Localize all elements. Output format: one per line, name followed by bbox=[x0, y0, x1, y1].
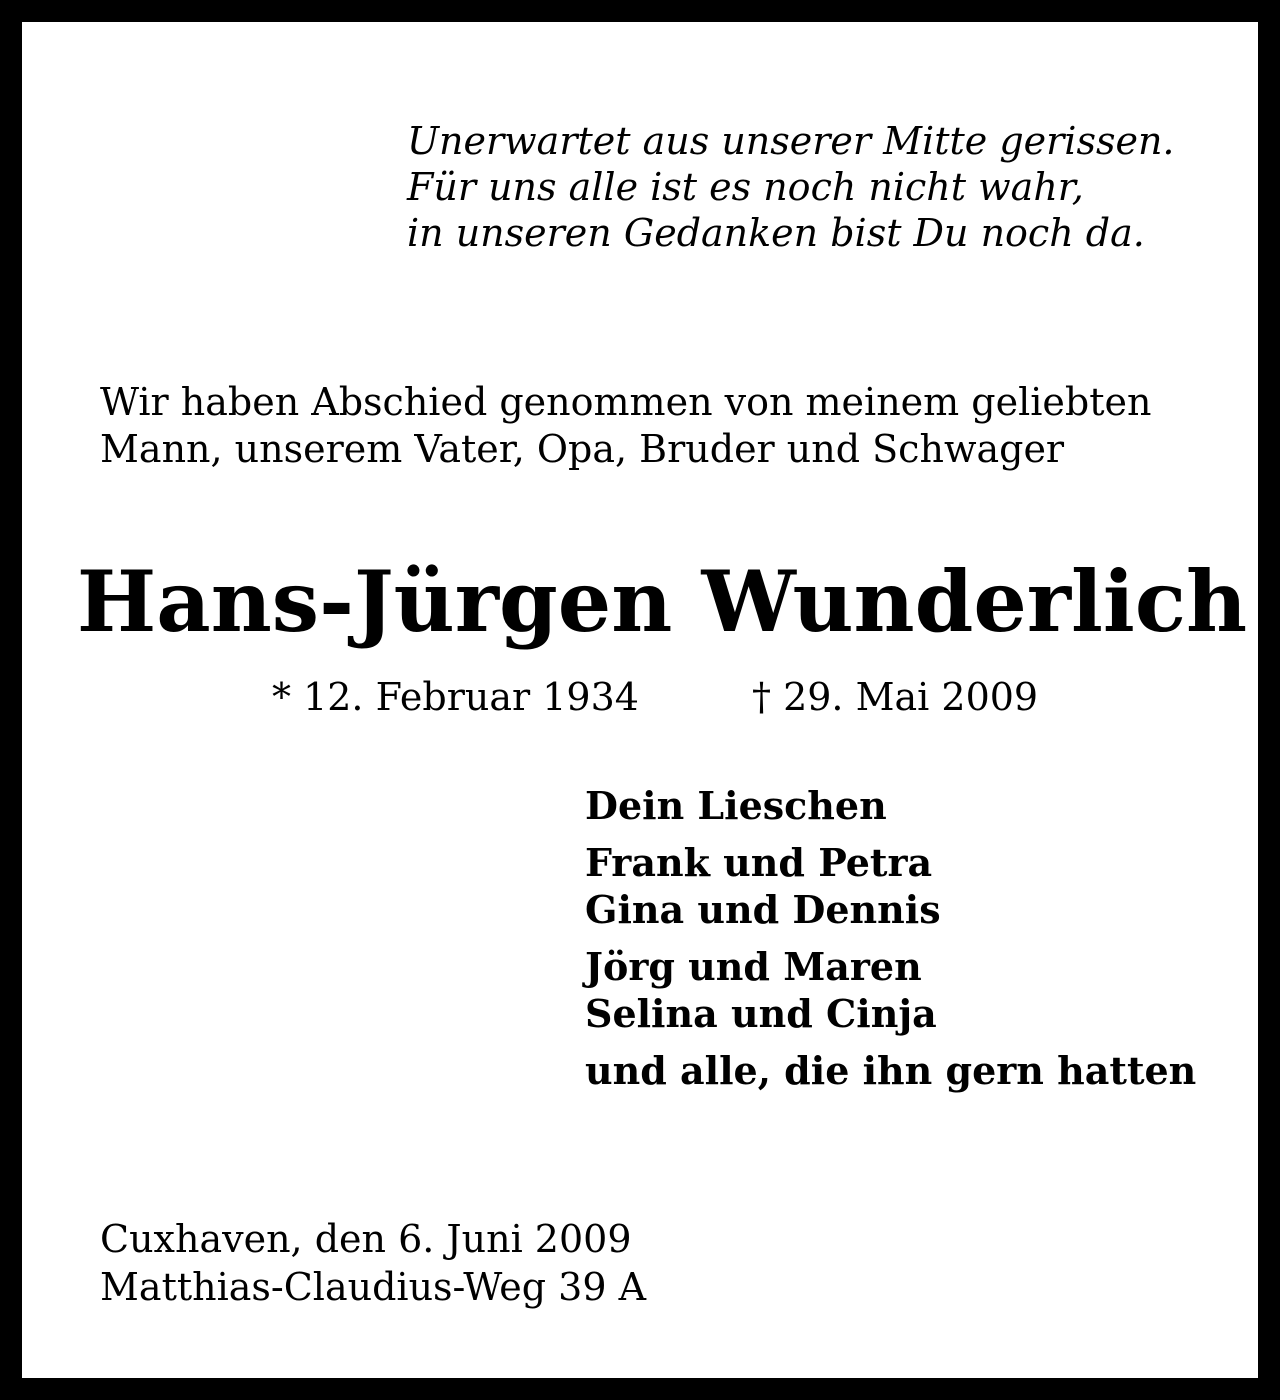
street-address: Matthias-Claudius-Weg 39 A bbox=[100, 1265, 647, 1309]
mourner-line: Dein Lieschen bbox=[585, 783, 887, 828]
death-date: † 29. Mai 2009 bbox=[752, 675, 1039, 719]
mourner-line: Gina und Dennis bbox=[585, 887, 941, 932]
mourner-line: Frank und Petra bbox=[585, 840, 933, 885]
mourner-group bbox=[585, 782, 1196, 829]
mourner-group bbox=[585, 943, 1196, 1037]
footer-address-block bbox=[100, 1215, 646, 1311]
birth-date: * 12. Februar 1934 bbox=[272, 675, 639, 719]
intro-line: Mann, unserem Vater, Opa, Bruder und Schwager bbox=[100, 427, 1065, 471]
mourner-line: Selina und Cinja bbox=[585, 991, 937, 1036]
mourner-line: und alle, die ihn gern hatten bbox=[585, 1048, 1197, 1093]
intro-text bbox=[100, 379, 1151, 473]
motto-line: in unseren Gedanken bist Du noch da. bbox=[407, 211, 1145, 255]
mourner-group bbox=[585, 839, 1196, 933]
mourners-list bbox=[585, 782, 1196, 1104]
motto-line: Für uns alle ist es noch nicht wahr, bbox=[407, 165, 1084, 209]
mourner-line: Jörg und Maren bbox=[585, 944, 922, 989]
deceased-name: Hans-Jürgen Wunderlich bbox=[76, 552, 1248, 651]
intro-line: Wir haben Abschied genommen von meinem geliebten bbox=[100, 380, 1152, 424]
motto-verse bbox=[407, 118, 1175, 256]
mourner-group bbox=[585, 1047, 1196, 1094]
place-and-date: Cuxhaven, den 6. Juni 2009 bbox=[100, 1217, 632, 1261]
motto-line: Unerwartet aus unserer Mitte gerissen. bbox=[407, 119, 1175, 163]
